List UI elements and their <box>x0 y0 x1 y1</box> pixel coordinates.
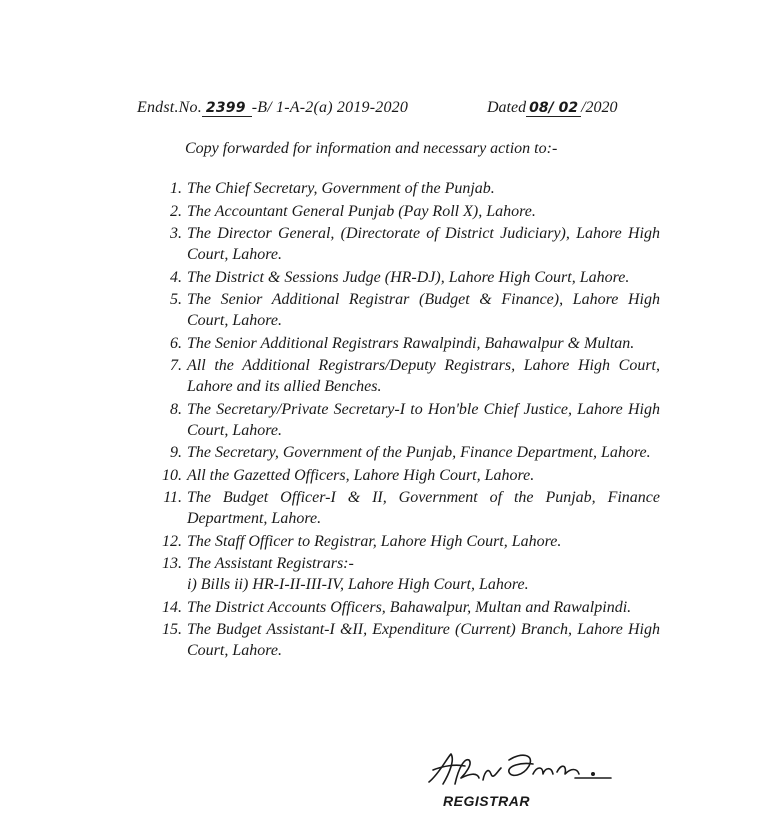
list-item-text <box>184 531 660 552</box>
list-item-number: 7. <box>170 357 182 374</box>
list-item-text <box>184 442 660 463</box>
list-item-main-text: The Chief Secretary, Government of the Punjab. <box>187 180 495 197</box>
list-item <box>140 597 660 618</box>
list-item <box>140 333 660 354</box>
list-item-main-text: The District Accounts Officers, Bahawalpur, Multan and Rawalpindi. <box>187 598 632 616</box>
list-item-number: 5. <box>170 291 182 308</box>
list-item-text <box>184 553 660 595</box>
list-item-number: 1. <box>170 180 182 197</box>
list-item <box>140 619 660 661</box>
list-item-main-text: The Budget Assistant-I &II, Expenditure (Current) Branch, Lahore High Court, Lahore. <box>187 621 660 659</box>
list-item-number: 11. <box>163 489 182 506</box>
dated-label: Dated <box>487 99 527 116</box>
endst-prefix: Endst.No. <box>137 99 202 116</box>
registrar-title: REGISTRAR <box>443 793 530 809</box>
list-item-text <box>184 289 660 331</box>
intro-line: Copy forwarded for information and necessary action to:- <box>185 140 558 157</box>
list-item-main-text: All the Additional Registrars/Deputy Registrars, Lahore High Court, Lahore and its allied Benches. <box>187 357 660 395</box>
list-item-main-text: The District & Sessions Judge (HR-DJ), Lahore High Court, Lahore. <box>187 268 630 286</box>
list-item-text <box>184 178 660 199</box>
list-item <box>140 442 660 463</box>
list-item-main-text: The Secretary, Government of the Punjab, Finance Department, Lahore. <box>187 444 651 461</box>
list-item-main-text: The Senior Additional Registrar (Budget & Finance), Lahore High Court, Lahore. <box>187 291 660 329</box>
list-item-main-text: The Secretary/Private Secretary-I to Hon'ble Chief Justice, Lahore High Court, Lahore. <box>187 400 660 439</box>
list-item <box>140 178 660 199</box>
recipient-list <box>140 178 660 663</box>
endst-suffix: -B/ 1-A-2(a) 2019-2020 <box>251 99 409 116</box>
list-item <box>140 399 660 441</box>
list-item-text <box>184 333 660 354</box>
list-item-text <box>184 399 660 441</box>
list-item-number: 14. <box>162 598 182 616</box>
list-item <box>140 267 660 288</box>
list-item <box>140 223 660 265</box>
list-item-number: 4. <box>170 268 182 286</box>
list-item-main-text: The Director General, (Directorate of District Judiciary), Lahore High Court, Lahore. <box>187 225 660 263</box>
list-item-number: 2. <box>170 202 182 220</box>
endst-number-handwritten: 2399 <box>202 100 252 117</box>
list-item-number: 15. <box>162 621 182 638</box>
list-item-text <box>184 619 660 661</box>
list-item-number: 9. <box>170 444 182 461</box>
list-item-main-text: The Staff Officer to Registrar, Lahore High Court, Lahore. <box>187 532 562 550</box>
list-item-number: 6. <box>170 334 182 352</box>
list-item-number: 13. <box>162 555 182 572</box>
dated-handwritten: 08/ 02 <box>526 100 581 117</box>
endorsement-number <box>137 99 408 117</box>
list-item-text <box>184 487 660 529</box>
list-item-subtext: i) Bills ii) HR-I-II-III-IV, Lahore High Court, Lahore. <box>187 576 529 593</box>
list-item <box>140 289 660 331</box>
list-item-number: 3. <box>170 225 182 242</box>
list-item-text <box>184 201 660 222</box>
list-item <box>140 553 660 595</box>
list-item-text <box>184 465 660 486</box>
list-item <box>140 531 660 552</box>
list-item-main-text: The Senior Additional Registrars Rawalpindi, Bahawalpur & Multan. <box>187 334 635 352</box>
list-item-text <box>184 597 660 618</box>
list-item <box>140 201 660 222</box>
list-item-number: 12. <box>162 532 182 550</box>
list-item-text <box>184 355 660 397</box>
dated-year: /2020 <box>581 99 618 116</box>
list-item-main-text: The Accountant General Punjab (Pay Roll X), Lahore. <box>187 202 536 220</box>
list-item-main-text: All the Gazetted Officers, Lahore High Court, Lahore. <box>187 466 535 484</box>
signature-icon <box>425 744 625 796</box>
list-item-text <box>184 267 660 288</box>
list-item <box>140 487 660 529</box>
list-item-number: 10. <box>162 466 182 484</box>
list-item-text <box>184 223 660 265</box>
list-item-main-text: The Assistant Registrars:- <box>187 555 354 572</box>
list-item <box>140 465 660 486</box>
list-item <box>140 355 660 397</box>
list-item-number: 8. <box>170 400 182 418</box>
list-item-main-text: The Budget Officer-I & II, Government of the Punjab, Finance Department, Lahore. <box>187 489 660 527</box>
dated-line <box>487 99 618 117</box>
